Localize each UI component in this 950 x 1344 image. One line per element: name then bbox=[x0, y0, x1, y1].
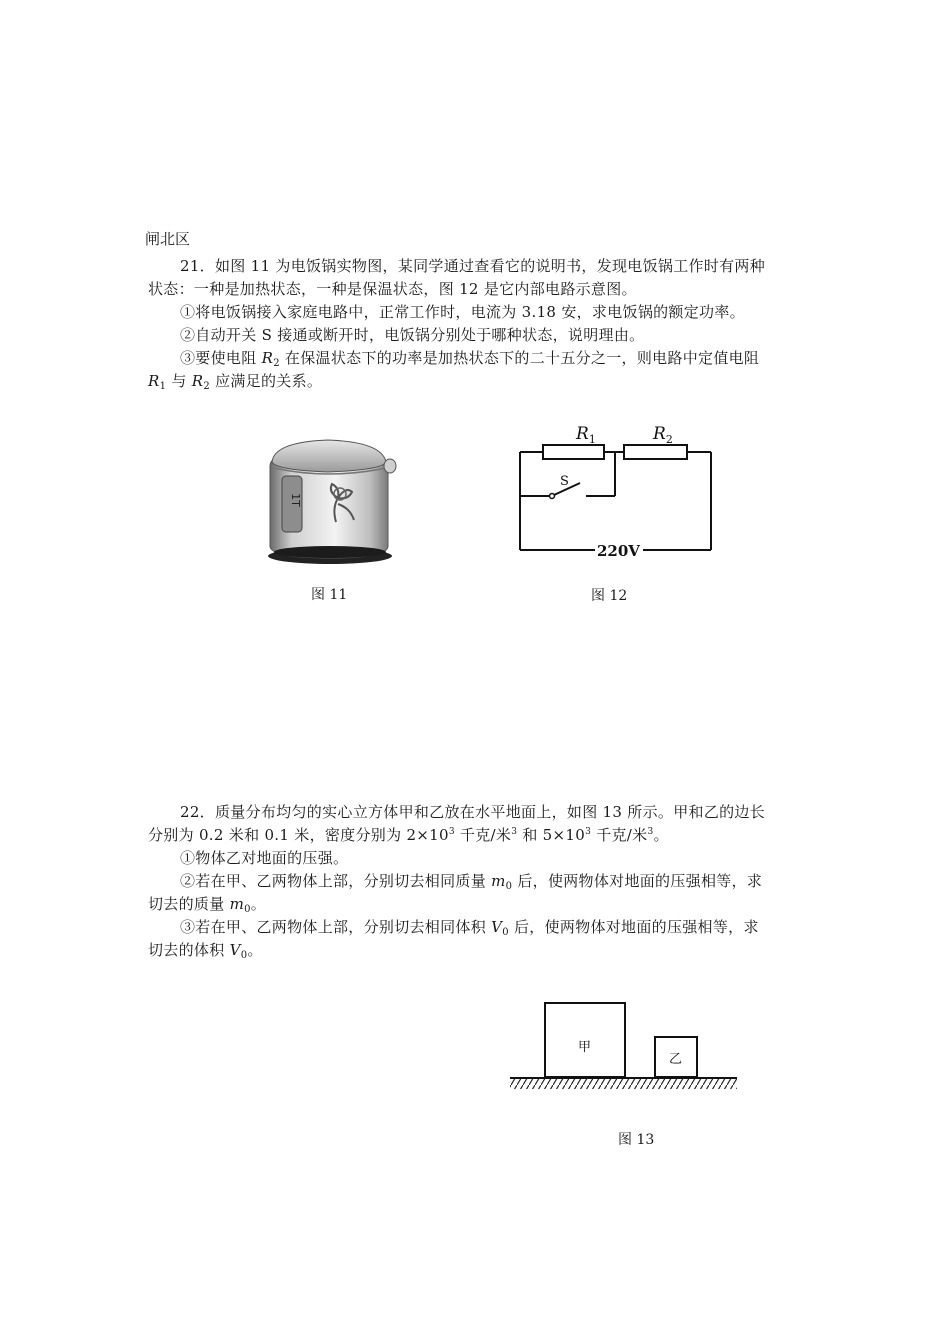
label-r2-sub: 2 bbox=[665, 433, 673, 446]
region-label: 闸北区 bbox=[145, 230, 191, 248]
label-r1-sub: 1 bbox=[588, 433, 596, 446]
label-jia: 甲 bbox=[578, 1040, 592, 1055]
q22-item-2-cont: 切去的质量 $m_0$。 bbox=[148, 895, 267, 915]
rice-cooker-figure bbox=[262, 428, 402, 568]
q21-item-3: ③要使电阻 $R_2$ 在保温状态下的功率是加热状态下的二十五分之一，则电路中定值电阻 bbox=[180, 349, 760, 369]
cubes-figure bbox=[505, 995, 745, 1095]
svg-text:R2 bbox=[652, 424, 673, 446]
q21-line-1: 21．如图 11 为电饭锅实物图，某同学通过查看它的说明书，发现电饭锅工作时有两种 bbox=[180, 257, 766, 275]
q22-line-2: 分别为 0.2 米和 0.1 米，密度分别为 $2\times 10^3$ 千克/米$^3$ 和 $5\times 10^3$ 千克/米$^3$。 bbox=[148, 826, 669, 844]
q21-item-2: ②自动开关 S 接通或断开时，电饭锅分别处于哪种状态，说明理由。 bbox=[180, 326, 645, 344]
q22-item-1: ①物体乙对地面的压强。 bbox=[180, 849, 349, 867]
label-r1: R bbox=[576, 424, 589, 444]
q21-line-2: 状态：一种是加热状态，一种是保温状态，图 12 是它内部电路示意图。 bbox=[148, 280, 637, 298]
resistor-r2 bbox=[624, 445, 687, 459]
q22-line-1: 22．质量分布均匀的实心立方体甲和乙放在水平地面上，如图 13 所示。甲和乙的边长 bbox=[180, 803, 766, 821]
q22-item-3: ③若在甲、乙两物体上部，分别切去相同体积 $V_0$ 后，使两物体对地面的压强相等，求 bbox=[180, 918, 759, 938]
fig13-caption: 图 13 bbox=[618, 1132, 655, 1148]
q22-item-3-cont: 切去的体积 $V_0$。 bbox=[148, 941, 263, 961]
ground-hatch bbox=[510, 1079, 737, 1089]
fig11-caption: 图 11 bbox=[311, 587, 348, 603]
svg-text:R1 bbox=[575, 424, 596, 446]
q21-item-3-cont: $R_1$ 与 $R_2$ 应满足的关系。 bbox=[148, 372, 323, 392]
resistor-r1 bbox=[543, 445, 604, 459]
label-r2: R bbox=[653, 424, 666, 444]
cooker-brand-text: 1T bbox=[289, 493, 302, 507]
circuit-diagram bbox=[510, 415, 725, 560]
q22-item-2: ②若在甲、乙两物体上部，分别切去相同质量 $m_0$ 后，使两物体对地面的压强相等，求 bbox=[180, 872, 763, 892]
fig12-caption: 图 12 bbox=[591, 588, 628, 604]
label-switch: S bbox=[560, 474, 569, 489]
q21-item-1: ①将电饭锅接入家庭电路中，正常工作时，电流为 3.18 安，求电饭锅的额定功率。 bbox=[180, 303, 745, 321]
label-yi: 乙 bbox=[669, 1052, 683, 1067]
label-voltage: 220V bbox=[597, 542, 640, 560]
